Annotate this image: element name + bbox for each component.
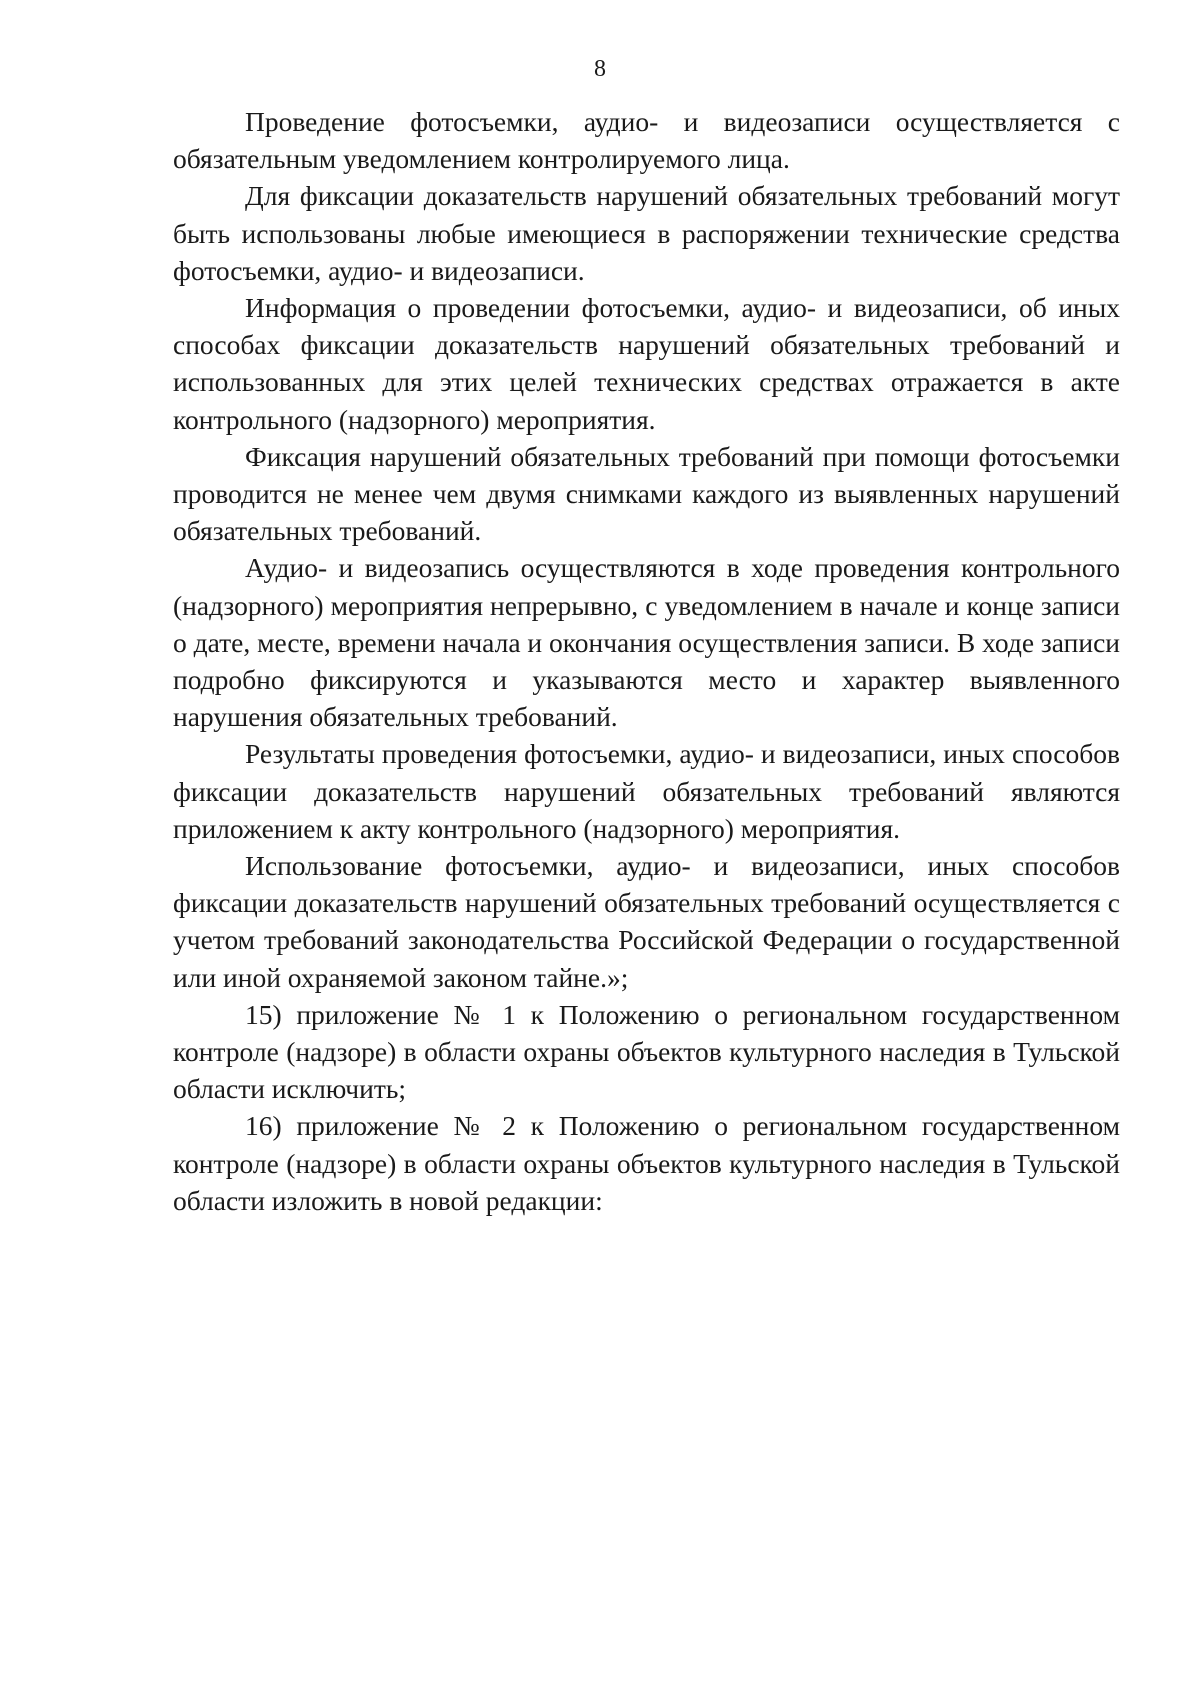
- paragraph-item-15: 15) приложение № 1 к Положению о региональном государственном контроле (надзоре) в области охраны объектов культурного наследия в Тульской области исключить;: [173, 998, 1120, 1105]
- document-body: [173, 103, 1120, 1219]
- paragraph-photo-video-notice: Проведение фотосъемки, аудио- и видеозаписи осуществляется с обязательным уведомлением контролируемого лица.: [173, 106, 1120, 175]
- paragraph-recording-in-act: Информация о проведении фотосъемки, аудио- и видеозаписи, об иных способах фиксации доказательств нарушений обязательных требований и использованных для этих целей технических средствах отражается в акте контрольного (надзорного) мероприятия.: [173, 292, 1120, 435]
- paragraph-audio-video-recording: Аудио- и видеозапись осуществляются в ходе проведения контрольного (надзорного) мероприятия непрерывно, с уведомлением в начале и конце записи о дате, месте, времени начала и окончания осуществления записи. В ходе записи подробно фиксируются и указываются место и характер выявленного нарушения обязательных требований.: [173, 552, 1120, 733]
- paragraph-photo-fixation: Фиксация нарушений обязательных требований при помощи фотосъемки проводится не менее чем двумя снимками каждого из выявленных нарушений обязательных требований.: [173, 440, 1120, 547]
- paragraph-technical-means: Для фиксации доказательств нарушений обязательных требований могут быть использованы любые имеющиеся в распоряжении технические средства фотосъемки, аудио- и видеозаписи.: [173, 180, 1120, 286]
- paragraph-legal-secrecy: Использование фотосъемки, аудио- и видеозаписи, иных способов фиксации доказательств нарушений обязательных требований осуществляется с учетом требований законодательства Российской Федерации о государственной или иной охраняемой законом тайне.»;: [173, 850, 1120, 993]
- paragraph-item-16: 16) приложение № 2 к Положению о региональном государственном контроле (надзоре) в области охраны объектов культурного наследия в Тульской области изложить в новой редакции:: [173, 1110, 1120, 1216]
- page-number: 8: [594, 56, 606, 82]
- paragraph-results-annex: Результаты проведения фотосъемки, аудио- и видеозаписи, иных способов фиксации доказательств нарушений обязательных требований являются приложением к акту контрольного (надзорного) мероприятия.: [173, 738, 1120, 844]
